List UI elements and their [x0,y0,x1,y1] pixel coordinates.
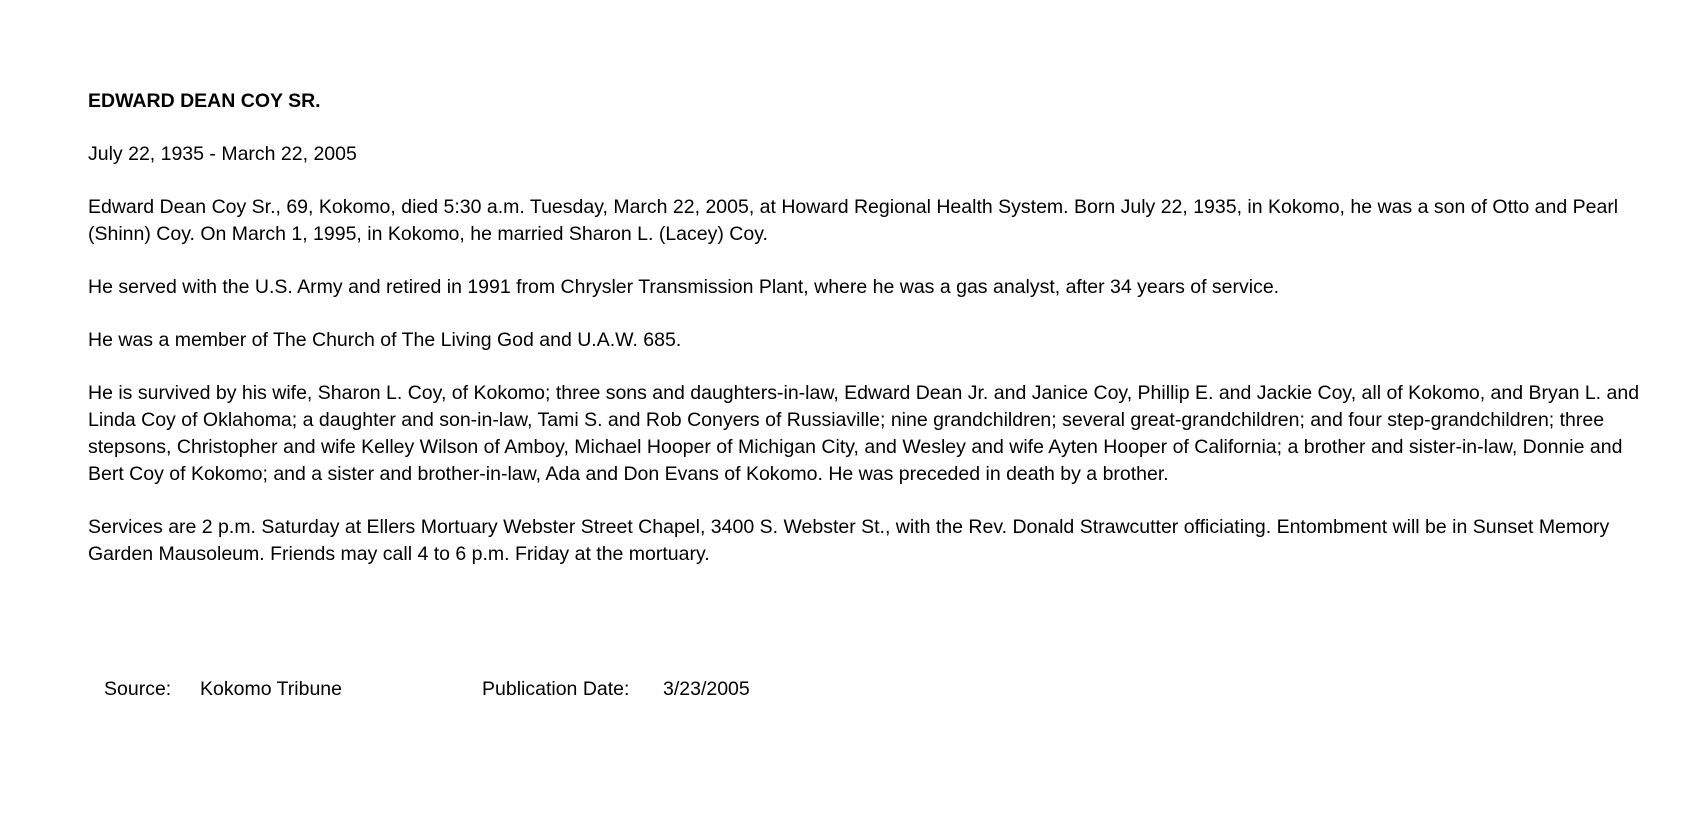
paragraph-survivors: He is survived by his wife, Sharon L. Coy, of Kokomo; three sons and daughters-in-law, Edward Dean Jr. and Janice Coy, Phillip E. and Jackie Coy, all of Kokomo, and Bryan L. and Linda Coy of Oklahoma; a daughter and son-in-law, Tami S. and Rob Conyers of Russiaville; nine grandchildren; several great-grandchildren; and four step-grandchildren; three stepsons, Christopher and wife Kelley Wilson of Amboy, Michael Hooper of Michigan City, and Wesley and wife Ayten Hooper of California; a brother and sister-in-law, Donnie and Bert Coy of Kokomo; and a sister and brother-in-law, Ada and Don Evans of Kokomo. He was preceded in death by a brother. [88,382,1640,485]
source-label: Source: [104,678,172,700]
obituary-title: EDWARD DEAN COY SR. [88,90,321,112]
paragraph-memberships: He was a member of The Church of The Living God and U.A.W. 685. [88,329,682,351]
source-value: Kokomo Tribune [200,678,342,700]
source-footer [104,676,760,703]
publication-date-value: 3/23/2005 [663,678,750,700]
paragraph-death-notice: Edward Dean Coy Sr., 69, Kokomo, died 5:30 a.m. Tuesday, March 22, 2005, at Howard Regional Health System. Born July 22, 1935, in Kokomo, he was a son of Otto and Pearl (Shinn) Coy. On March 1, 1995, in Kokomo, he married Sharon L. (Lacey) Coy. [88,196,1619,245]
publication-date-label: Publication Date: [482,678,630,700]
paragraph-services: Services are 2 p.m. Saturday at Ellers Mortuary Webster Street Chapel, 3400 S. Webster St., with the Rev. Donald Strawcutter officiating. Entombment will be in Sunset Memory Garden Mausoleum. Friends may call 4 to 6 p.m. Friday at the mortuary. [88,516,1610,565]
obituary-document [88,88,1648,568]
paragraph-career: He served with the U.S. Army and retired in 1991 from Chrysler Transmission Plant, where he was a gas analyst, after 34 years of service. [88,276,1280,298]
life-dates: July 22, 1935 - March 22, 2005 [88,143,357,165]
